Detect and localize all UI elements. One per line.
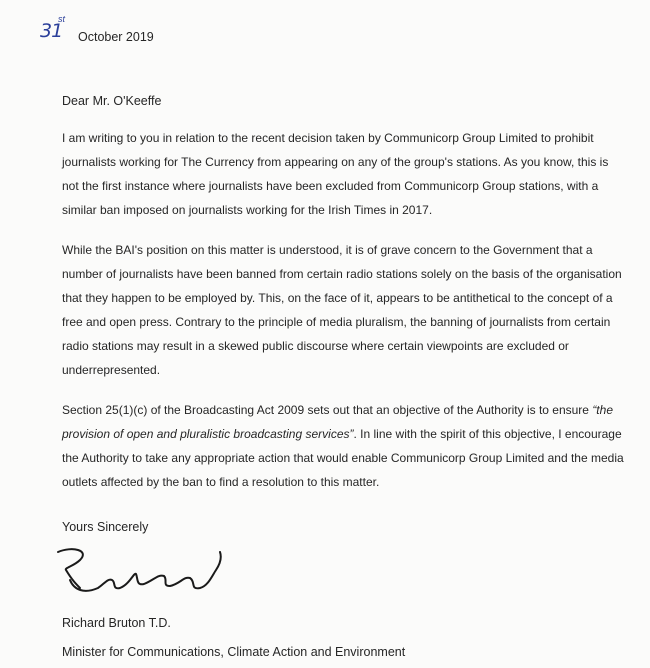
paragraph-3	[62, 398, 628, 494]
date-month-year: October 2019	[78, 30, 154, 44]
signatory-name: Richard Bruton T.D.	[62, 616, 171, 630]
paragraph-1: I am writing to you in relation to the recent decision taken by Communicorp Group Limited to prohibit journalists working for The Currency from appearing on any of the group's stations. As you know, this is not the first instance where journalists have been excluded from Communicorp Group stations, with a similar ban imposed on journalists working for the Irish Times in 2017.	[62, 131, 609, 217]
paragraph-3-quote: “the provision of open and pluralistic broadcasting services”	[62, 403, 613, 441]
salutation: Dear Mr. O'Keeffe	[62, 94, 162, 108]
handwritten-date-suffix: st	[58, 14, 66, 24]
paragraph-2: While the BAI's position on this matter is understood, it is of grave concern to the Government that a number of journalists have been banned from certain radio stations solely on the basis of the organisation that they happen to be employed by. This, on the face of it, appears to be antithetical to the concept of a free and open press. Contrary to the principle of media pluralism, the banning of journalists from certain radio stations may result in a skewed public discourse where certain viewpoints are excluded or underrepresented.	[62, 243, 622, 377]
paragraph-3-end: . In line with the spirit of this objective, I encourage the Authority to take any appropriate action that would enable Communicorp Group Limited and the media outlets affected by the ban to find a resolution to this matter.	[62, 427, 624, 489]
signatory-title: Minister for Communications, Climate Action and Environment	[62, 645, 406, 659]
handwritten-signature	[50, 540, 230, 598]
closing: Yours Sincerely	[62, 520, 149, 534]
handwritten-date-day: 31	[40, 20, 63, 42]
paragraph-3-start: Section 25(1)(c) of the Broadcasting Act 2009 sets out that an objective of the Authority is to ensure	[62, 403, 593, 417]
